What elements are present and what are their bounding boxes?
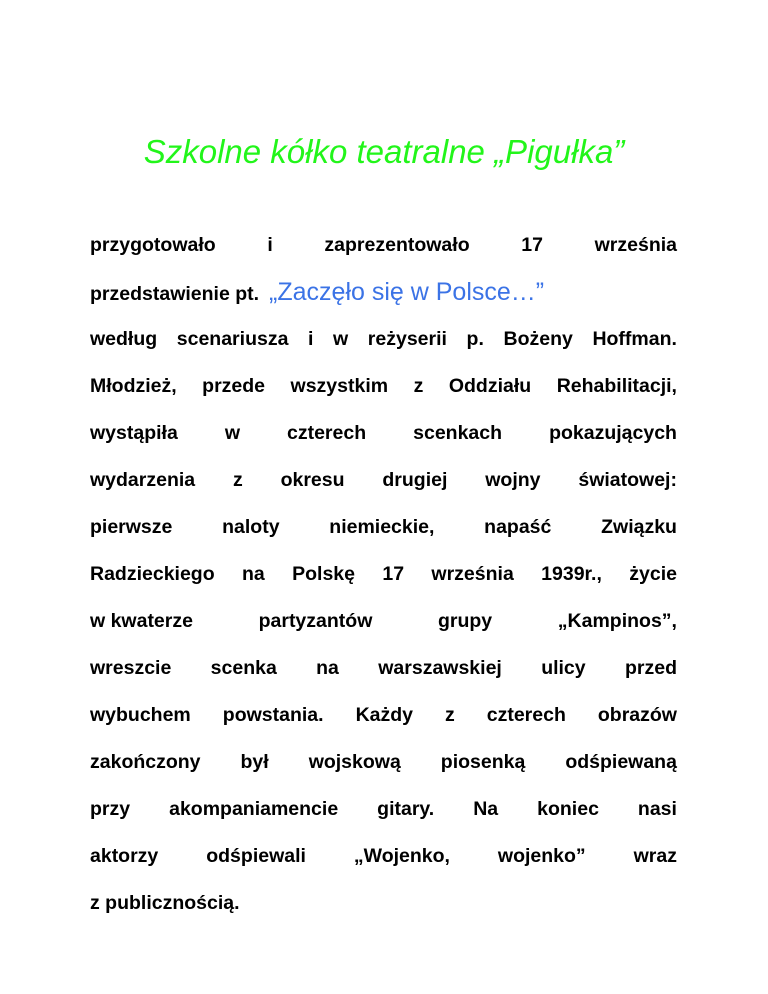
word: ulicy: [541, 657, 586, 679]
word: reżyserii: [367, 328, 447, 350]
word: wszystkim: [290, 375, 389, 397]
text-line-9: [90, 598, 677, 645]
word: Związku: [601, 516, 677, 538]
word: koniec: [537, 798, 599, 820]
line-2-prefix: przedstawienie pt.: [90, 283, 260, 305]
word: partyzantów: [258, 610, 373, 632]
word: wydarzenia: [90, 469, 196, 491]
word: drugiej: [382, 469, 448, 491]
word: czterech: [287, 422, 367, 444]
word: powstania.: [222, 704, 324, 726]
word: Polskę: [292, 563, 355, 585]
word: wreszcie: [90, 657, 172, 679]
word: w: [333, 328, 349, 350]
word: odśpiewaną: [565, 751, 677, 773]
word: napaść: [484, 516, 552, 538]
word: przede: [202, 375, 266, 397]
word: i: [308, 328, 314, 350]
text-line-13: [90, 786, 677, 833]
text-line-12: [90, 739, 677, 786]
word: piosenką: [440, 751, 526, 773]
text-line-7: [90, 504, 677, 551]
word: wojny: [485, 469, 541, 491]
word: w: [224, 422, 240, 444]
word: Radzieckiego: [90, 563, 215, 585]
word: warszawskiej: [378, 657, 502, 679]
word: p.: [466, 328, 484, 350]
word: pokazujących: [549, 422, 677, 444]
word: obrazów: [597, 704, 677, 726]
word: przed: [624, 657, 677, 679]
word: pierwsze: [90, 516, 173, 538]
word: wraz: [633, 845, 677, 867]
word: światowej:: [578, 469, 677, 491]
word: okresu: [280, 469, 345, 491]
word: scenka: [210, 657, 277, 679]
word: 1939r.,: [541, 563, 602, 585]
word: Oddziału: [448, 375, 532, 397]
word: według: [90, 328, 158, 350]
word: wojskową: [308, 751, 401, 773]
document-title: Szkolne kółko teatralne „Pigułka”: [143, 133, 625, 170]
word: scenariusza: [176, 328, 289, 350]
word: scenkach: [413, 422, 503, 444]
word: nasi: [637, 798, 677, 820]
word: Na: [473, 798, 499, 820]
word: z publicznością.: [90, 892, 240, 914]
word: był: [240, 751, 269, 773]
word: naloty: [222, 516, 280, 538]
text-line-3: [90, 316, 677, 363]
show-title: „Zaczęło się w Polsce…”: [269, 278, 545, 306]
word: akompaniamencie: [169, 798, 339, 820]
word: czterech: [486, 704, 566, 726]
text-line-1: [90, 222, 677, 269]
text-line-5: [90, 410, 677, 457]
word: „Wojenko,: [353, 845, 450, 867]
word: Bożeny: [503, 328, 573, 350]
word: z: [413, 375, 424, 397]
word: na: [316, 657, 339, 679]
text-line-10: [90, 645, 677, 692]
text-line-2: [90, 269, 677, 316]
word: aktorzy: [90, 845, 159, 867]
word: Hoffman.: [592, 328, 677, 350]
word: niemieckie,: [329, 516, 435, 538]
word: z: [445, 704, 455, 726]
text-line-11: [90, 692, 677, 739]
word: gitary.: [377, 798, 435, 820]
word: wybuchem: [90, 704, 191, 726]
word: na: [242, 563, 265, 585]
word: w kwaterze: [90, 610, 193, 632]
word: grupy: [437, 610, 493, 632]
word: „Kampinos”,: [557, 610, 677, 632]
word: zaprezentowało: [324, 234, 470, 256]
word: i: [267, 234, 273, 256]
word: 17: [382, 563, 405, 585]
text-line-8: [90, 551, 677, 598]
text-line-14: [90, 833, 677, 880]
word: przy: [90, 798, 131, 820]
word: wojenko”: [497, 845, 586, 867]
word: 17: [521, 234, 543, 256]
word: z: [232, 469, 243, 491]
word: wystąpiła: [90, 422, 178, 444]
text-line-6: [90, 457, 677, 504]
word: Rehabilitacji,: [556, 375, 677, 397]
text-line-4: [90, 363, 677, 410]
text-line-15: [90, 880, 677, 927]
word: odśpiewali: [206, 845, 306, 867]
word: Każdy: [355, 704, 413, 726]
word: września: [431, 563, 514, 585]
word: września: [594, 234, 677, 256]
word: zakończony: [90, 751, 201, 773]
word: Młodzież,: [90, 375, 177, 397]
document-body: [90, 222, 677, 927]
word: życie: [629, 563, 677, 585]
word: przygotowało: [90, 234, 216, 256]
